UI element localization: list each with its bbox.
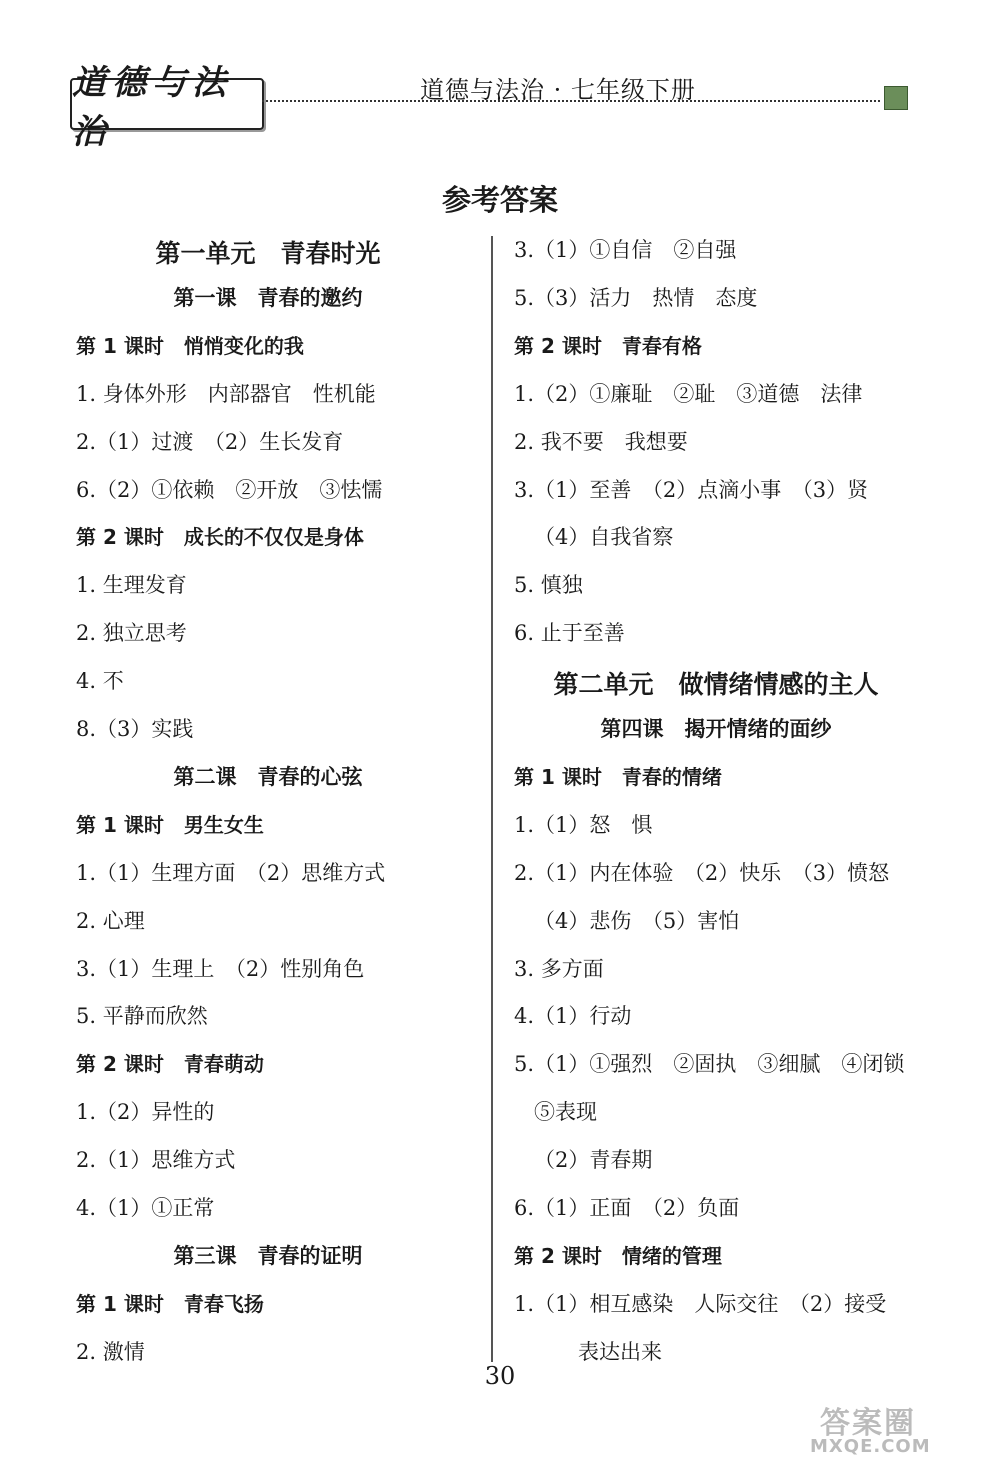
right-ans-22: 1.（1）相互感染 人际交往 （2）接受 [514,1291,887,1316]
right-ans-12: 1.（1）怒 惧 [514,812,653,837]
left-ans-4: 2.（1）过渡 （2）生长发育 [76,429,344,454]
watermark-url: MXQE.COM [810,1436,931,1457]
right-ans-20: 6.（1）正面 （2）负面 [514,1196,740,1220]
left-ans-16: 5. 平静而欣然 [76,1004,208,1029]
book-emblem-icon [884,86,908,110]
left-lesson-21: 第三课 青春的证明 [173,1243,363,1268]
header-book-title: 道德与法治 · 七年级下册 [420,76,696,104]
watermark-logo: 答案圈 [820,1406,916,1441]
right-period-11: 第 1 课时 青春的情绪 [514,764,722,789]
right-ans-8: 6. 止于至善 [514,621,625,646]
left-ans-18: 1.（2）异性的 [76,1100,215,1125]
right-period-21: 第 2 课时 情绪的管理 [514,1243,722,1268]
header-logo-text: 道德与法治 [72,63,232,152]
left-period-17: 第 2 课时 青春萌动 [76,1052,264,1077]
right-ans-3: 1.（2）①廉耻 ②耻 ③道德 法律 [514,381,863,406]
left-ans-19: 2.（1）思维方式 [76,1148,236,1173]
left-ans-9: 4. 不 [76,669,124,694]
right-ans-6: （4）自我省察 [534,525,674,550]
right-ans-7: 5. 慎独 [514,573,583,598]
left-period-6: 第 2 课时 成长的不仅仅是身体 [76,525,364,550]
right-ans-13: 2.（1）内在体验 （2）快乐 （3）愤怒 [514,860,890,885]
right-ans-19: （2）青春期 [534,1148,653,1173]
left-lesson-1: 第一课 青春的邀约 [173,285,363,310]
right-ans-16: 4.（1）行动 [514,1004,632,1029]
left-unit-0: 第一单元 青春时光 [155,239,381,268]
right-ans-15: 3. 多方面 [514,956,604,981]
right-ans-14: （4）悲伤 （5）害怕 [534,908,740,933]
left-ans-5: 6.（2）①依赖 ②开放 ③怯懦 [76,477,383,502]
right-period-2: 第 2 课时 青春有格 [514,333,702,358]
header-dotted-rule [262,100,880,102]
page-number: 30 [484,1362,516,1390]
right-ans-23: 表达出来 [578,1339,662,1364]
right-ans-17: 5.（1）①强烈 ②固执 ③细腻 ④闭锁 [514,1052,905,1077]
left-ans-23: 2. 激情 [76,1339,145,1364]
right-ans-5: 3.（1）至善 （2）点滴小事 （3）贤 [514,477,869,502]
left-period-12: 第 1 课时 男生女生 [76,812,264,837]
left-ans-3: 1. 身体外形 内部器官 性机能 [76,381,376,406]
right-ans-1: 5.（3）活力 热情 态度 [514,285,758,310]
left-lesson-11: 第二课 青春的心弦 [173,764,363,789]
right-ans-4: 2. 我不要 我想要 [514,429,688,454]
left-ans-7: 1. 生理发育 [76,573,187,598]
left-ans-15: 3.（1）生理上 （2）性别角色 [76,956,365,981]
left-ans-10: 8.（3）实践 [76,717,194,741]
right-ans-18: ⑤表现 [534,1100,597,1125]
watermark [800,1398,990,1458]
header-logo [70,63,264,152]
left-ans-13: 1.（1）生理方面 （2）思维方式 [76,860,386,885]
left-ans-14: 2. 心理 [76,908,145,933]
left-ans-20: 4.（1）①正常 [76,1196,215,1220]
page-title: 参考答案 [441,183,558,217]
left-ans-8: 2. 独立思考 [76,621,187,646]
right-ans-0: 3.（1）①自信 ②自强 [514,238,737,262]
right-lesson-10: 第四课 揭开情绪的面纱 [600,717,832,741]
right-unit-9: 第二单元 做情绪情感的主人 [553,670,879,700]
column-divider [491,236,493,1362]
left-period-22: 第 1 课时 青春飞扬 [76,1291,264,1316]
left-period-2: 第 1 课时 悄悄变化的我 [76,333,304,358]
